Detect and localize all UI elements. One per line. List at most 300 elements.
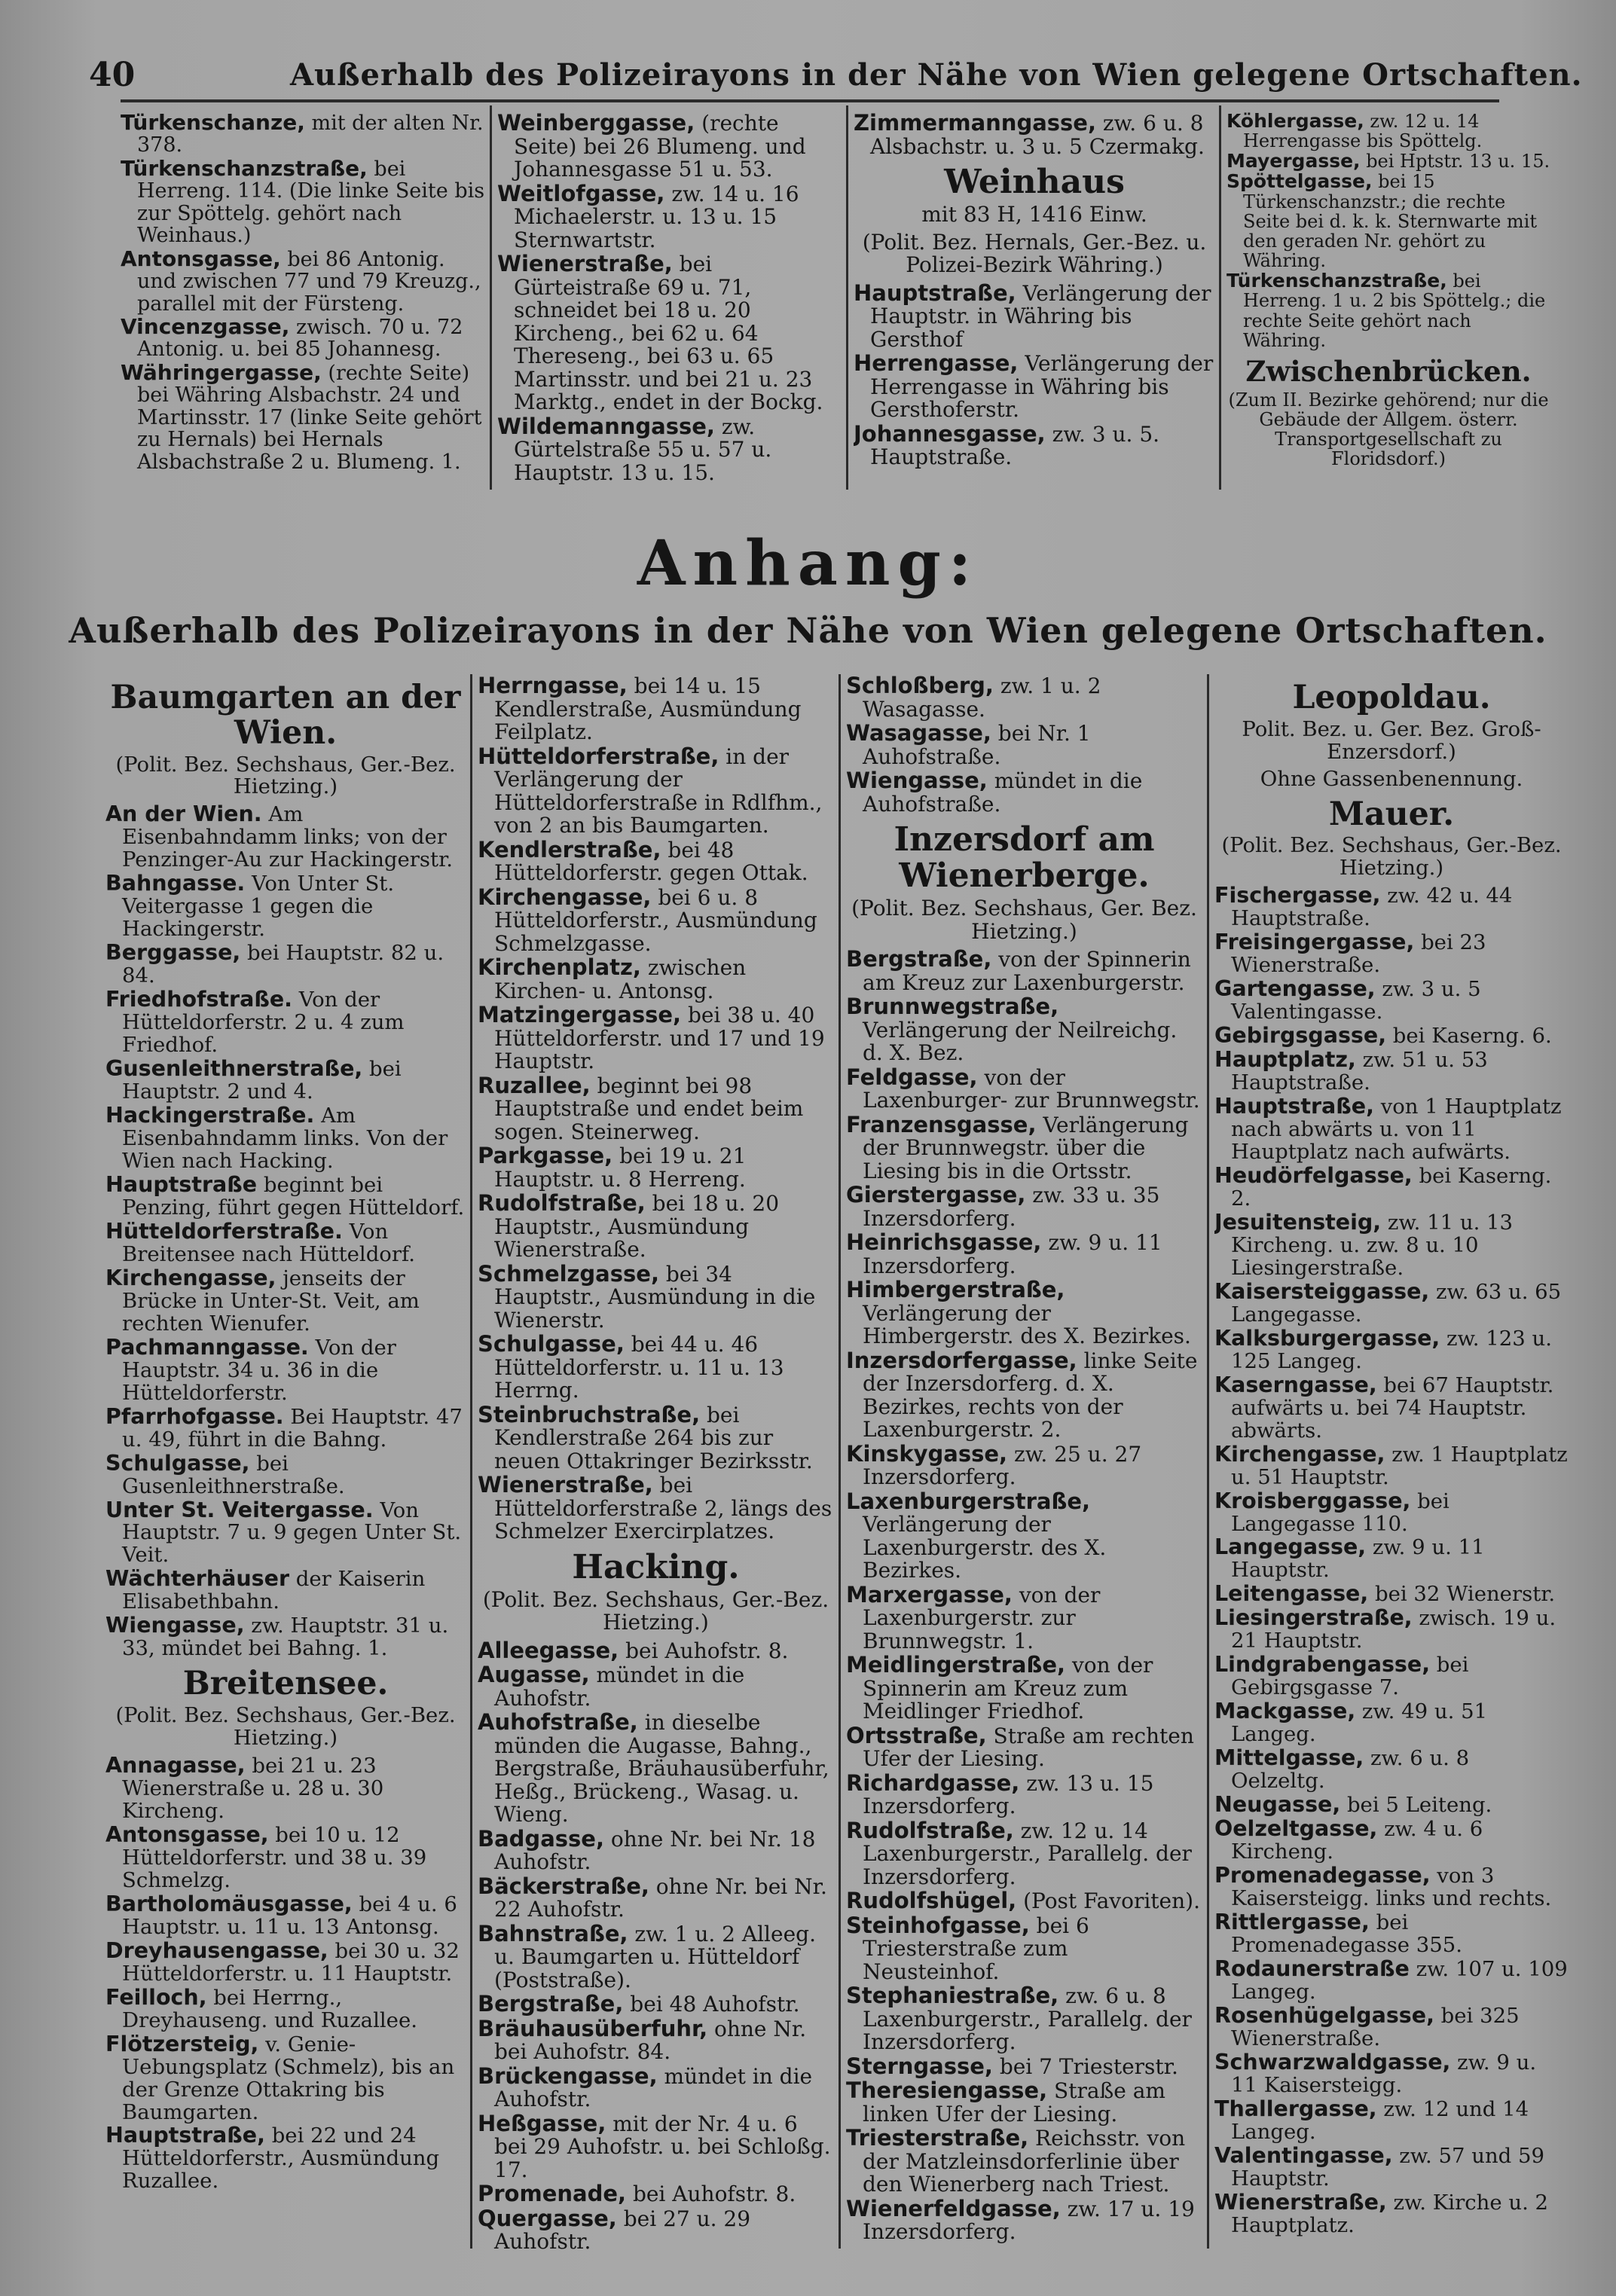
place-note: mit 83 H, 1416 Einw. [921,202,1147,227]
street-name: Unter St. Veitergasse. [105,1497,374,1522]
street-name: Heßgasse, [478,2110,606,2136]
street-name: Liesingerstraße, [1214,1605,1413,1631]
street-name: Heudörfelgasse, [1214,1162,1413,1188]
street-description: zw. 63 u. 65 Langegasse. [1231,1279,1562,1327]
street-entry [854,352,1215,422]
street-name: Währingergasse, [121,359,322,385]
street-description: mündet in die Auhofstraße. [863,768,1143,817]
street-description: bei Herreng. 1 u. 2 bis Spöttelg.; die rechte Seite gehört nach Währing. [1243,270,1546,351]
street-name: Matzingergasse, [478,1002,682,1027]
street-name: Kirchengasse, [1214,1441,1385,1467]
street-entry [478,1922,834,1992]
street-name: Bahnstraße, [478,1920,628,1946]
street-name: Gebirgsgasse, [1214,1023,1387,1049]
street-description: zw. 51 u. 53 Hauptstraße. [1231,1048,1488,1095]
street-description: zw. 33 u. 35 Inzersdorferg. [863,1183,1160,1231]
street-entry [1214,1864,1569,1910]
street-name: Wiengasse, [105,1613,245,1638]
street-entry [105,942,466,988]
street-description: bei 14 u. 15 Kendlerstraße, Ausmündung Feilplatz. [494,674,802,744]
street-name: Kirchengasse, [105,1265,276,1290]
street-description: von 3 Kaisersteigg. links und rechts. [1231,1864,1552,1910]
street-name: Hauptstraße, [854,279,1016,306]
street-entry [121,248,486,315]
street-entry [478,1827,834,1874]
street-entry [1214,1162,1569,1211]
street-entry [1214,1536,1569,1582]
street-entry [1214,1095,1569,1164]
street-name: Bräuhausüberfuhr, [478,2015,708,2041]
street-name: Pfarrhofgasse. [105,1403,284,1429]
street-entry [1214,1211,1569,1280]
street-entry [105,1104,466,1173]
street-description: Verlängerung der Hauptstr. in Währing bis Gersthof [870,280,1211,352]
street-entry [1214,1747,1569,1793]
street-entry [1214,1911,1569,1957]
street-name: Zimmermanngasse, [854,111,1096,136]
street-name: Bergstraße, [846,946,992,972]
street-description: zw. 4 u. 6 Kircheng. [1231,1817,1483,1864]
street-entry [846,1231,1202,1278]
street-description: bei 48 Auhofstr. [630,1992,800,2017]
street-description: bei Kendlerstraße 264 bis zur neuen Ottakringer Bezirksstr. [494,1402,813,1473]
street-name: Vincenzgasse, [121,313,290,339]
street-description: jenseits der Brücke in Unter-St. Veit, am rechten Wienufer. [122,1266,420,1336]
street-description: Am Eisenbahndamm links; von der Penzinger-Au zur Hackingerstr. [122,802,453,872]
street-description: zw. 11 u. 13 Kircheng. u. zw. 8 u. 10 Liesingerstraße. [1231,1210,1514,1280]
street-entry [497,182,842,252]
street-name: Parkgasse, [478,1143,613,1168]
street-description: zwisch. 70 u. 72 Antonig. u. bei 85 Johannesg. [137,315,463,362]
street-entry [105,2033,466,2124]
street-entry [1214,931,1569,977]
street-name: Inzersdorfergasse, [846,1347,1077,1373]
street-name: Franzensgasse, [846,1111,1037,1137]
street-name: Badgasse, [478,1825,604,1852]
street-name: Mackgasse, [1214,1699,1356,1724]
street-entry [105,803,466,872]
street-description: (rechte Seite) bei 26 Blumeng. und Johannesgasse 51 u. 53. [514,111,806,182]
street-description: ohne Nr. bei Auhofstr. 84. [494,2016,807,2064]
street-description: zw. 107 u. 109 Langeg. [1231,1956,1568,2004]
street-description: Von der Hauptstr. 34 u. 36 in die Hütteldorferstr. [122,1335,396,1405]
street-name: Köhlergasse, [1227,111,1364,132]
street-name: Kalksburgergasse, [1214,1325,1440,1351]
street-name: Hütteldorferstraße. [105,1218,343,1244]
street-name: Johannesgasse, [854,420,1046,447]
street-name: Weinberggasse, [497,111,695,136]
running-title: Außerhalb des Polizeirayons in der Nähe von Wien gelegene Ortschaften. [290,57,1583,93]
place-note: (Polit. Bez. Hernals, Ger.-Bez. u. Polizei-Bezirk Währing.) [862,229,1207,277]
street-description: zw. Gürtelstraße 55 u. 57 u. Hauptstr. 13 u. 15. [514,414,772,485]
street-description: von 1 Hauptplatz nach abwärts u. von 11 Hauptplatz nach aufwärts. [1231,1095,1562,1164]
street-description: zw. 6 u. 8 Laxenburgerstr., Parallelg. der Inzersdorferg. [863,1983,1192,2054]
street-name: Schwarzwaldgasse, [1214,2049,1451,2075]
street-entry [1214,1700,1569,1746]
street-entry [1214,884,1569,930]
street-description: bei 7 Triesterstr. [999,2053,1178,2079]
street-name: Feldgasse, [846,1064,978,1090]
street-name: Dreyhausengasse, [105,1937,328,1963]
street-entry [478,1333,834,1403]
street-description: zw. 12 u. 14 Laxenburgerstr., Parallelg. der Inzersdorferg. [863,1818,1192,1889]
street-entry [105,1058,466,1104]
street-name: Valentingasse, [1214,2142,1393,2168]
street-description: Straße am linken Ufer der Liesing. [863,2078,1165,2127]
street-description: mit der Nr. 4 u. 6 bei 29 Auhofstr. u. bei Schloßg. 17. [494,2111,831,2182]
street-entry [497,415,842,485]
street-entry [478,838,834,885]
street-description: bei 21 u. 23 Wienerstraße u. 28 u. 30 Kircheng. [122,1753,384,1823]
street-name: Hauptstraße [105,1171,258,1197]
street-name: Lindgrabengasse, [1214,1652,1431,1678]
column-divider [490,105,492,490]
street-name: Rosenhügelgasse, [1214,2002,1434,2028]
street-name: Türkenschanzstraße, [121,155,368,181]
street-entry [854,111,1215,158]
street-name: Rodaunerstraße [1214,1956,1410,1981]
street-description: in dieselbe münden die Augasse, Bahng., Bergstraße, Bräuhausüberfuhr, Heßg., Brückeng., Wasag. u. Wieng. [494,1710,829,1827]
street-entry [1227,151,1550,171]
top-column-3 [854,111,1215,496]
street-entry [1214,1583,1569,1606]
street-description: Von Breitensee nach Hütteldorf. [122,1219,415,1266]
street-entry [1214,1443,1569,1489]
street-entry [497,111,842,182]
street-description: mit der alten Nr. 378. [137,111,484,157]
street-name: An der Wien. [105,801,262,827]
street-entry [105,1499,466,1568]
street-description: Reichsstr. von der Matzleinsdorferlinie über den Wienerberg nach Triest. [863,2126,1186,2197]
street-name: Richardgasse, [846,1769,1020,1796]
street-description: bei 4 u. 6 Hauptstr. u. 11 u. 13 Antonsg. [122,1891,457,1939]
street-entry [1214,2142,1569,2191]
top-column-2 [497,111,842,496]
street-description: zw. 57 und 59 Hauptstr. [1231,2143,1545,2191]
column-divider [1219,105,1221,490]
street-entry [846,2079,1202,2126]
street-description: zw. 9 u. 11 Hauptstr. [1231,1535,1485,1583]
column-divider [839,674,841,2249]
street-entry [846,2055,1202,2079]
street-entry [478,1074,834,1144]
street-entry [1214,2051,1569,2097]
street-description: zw. 17 u. 19 Inzersdorferg. [863,2196,1195,2244]
street-description: bei Auhofstr. 8. [632,2182,796,2206]
place-note: (Polit. Bez. Sechshaus, Ger.-Bez. Hietzing.) [1221,833,1562,881]
street-name: Gierstergasse, [846,1182,1026,1208]
street-name: Bäckerstraße, [478,1873,649,1899]
street-description: zw. 14 u. 16 Michaelerstr. u. 13 u. 15 Sternwartstr. [514,181,799,252]
street-entry [105,1937,466,1986]
street-entry [478,1992,834,2017]
street-name: Jesuitensteig, [1214,1209,1382,1235]
street-name: Ruzallee, [478,1072,591,1098]
place-heading: Weinhaus [944,163,1125,201]
street-description: mündet in die Auhofstr. [494,1662,745,1711]
street-entry [846,1183,1202,1230]
street-description: bei 32 Wienerstr. [1374,1582,1556,1607]
street-entry [1214,1049,1569,1095]
street-description: beginnt bei Penzing, führt gegen Hütteldorf. [122,1172,465,1220]
street-entry [478,1262,834,1333]
place-heading: Leopoldau. [1292,679,1491,716]
street-description: bei 19 u. 21 Hauptstr. u. 8 Herreng. [494,1143,747,1192]
street-name: Rudolfshügel, [846,1888,1017,1913]
street-name: Antonsgasse, [105,1821,269,1847]
street-description: bei 6 Triesterstraße zum Neusteinhof. [863,1913,1089,1984]
street-name: Herrengasse, [854,350,1019,376]
street-name: Laxenburgerstraße, [846,1488,1091,1514]
street-description: bei Herreng. 114. (Die linke Seite bis zur Spöttelg. gehört nach Weinhaus.) [137,157,485,248]
place-note: Polit. Bez. u. Ger. Bez. Groß-Enzersdorf.) [1242,716,1541,764]
street-entry [846,2127,1202,2197]
street-description: zw. 49 u. 51 Langeg. [1231,1699,1488,1747]
street-description: zw. 9 u. 11 Kaisersteigg. [1231,2050,1537,2097]
street-entry [1214,1653,1569,1699]
street-entry [105,1267,466,1336]
street-description: Verlängerung der Laxenburgerstr. des X. Bezirkes. [863,1512,1107,1583]
street-description: zw. 1 u. 2 Wasagasse. [863,674,1101,722]
street-entry [846,1724,1202,1771]
street-description: ohne Nr. bei Nr. 18 Auhofstr. [494,1826,816,1874]
street-name: Kaserngasse, [1214,1372,1377,1397]
street-entry [121,313,486,362]
street-entry [1214,1327,1569,1373]
street-entry [105,988,466,1057]
street-description: von der Spinnerin am Kreuz zum Meidlinger Friedhof. [863,1653,1153,1724]
column-divider [1207,674,1209,2249]
street-name: Wildemanngasse, [497,413,715,439]
street-description: Straße am rechten Ufer der Liesing. [863,1723,1194,1771]
street-entry [1214,2191,1569,2237]
street-description: zw. Kirche u. 2 Hauptplatz. [1231,2190,1549,2237]
street-entry [846,1113,1202,1183]
street-description: (Post Favoriten). [1023,1888,1200,1913]
street-entry [846,1490,1202,1583]
street-name: Berggasse, [105,940,241,966]
street-description: zw. 123 u. 125 Langeg. [1231,1326,1552,1373]
street-name: Brunnwegstraße, [846,994,1059,1019]
place-note: (Polit. Bez. Sechshaus, Ger.-Bez. Hietzing.) [115,752,456,799]
street-entry [478,2182,834,2206]
street-name: Wienerfeldgasse, [846,2195,1061,2221]
street-name: Schmelzgasse, [478,1260,659,1287]
street-name: Augasse, [478,1662,590,1687]
top-column-4 [1227,111,1550,496]
street-entry [105,1821,466,1892]
street-description: bei Herrng., Dreyhauseng. und Ruzallee. [122,1985,417,2032]
column-divider [846,105,848,490]
street-entry [105,1403,466,1452]
street-name: Bergstraße, [478,1991,624,2017]
street-name: Fischergasse, [1214,883,1381,908]
street-name: Theresiengasse, [846,2078,1048,2103]
street-name: Kirchengasse, [478,884,652,910]
street-entry [105,1336,466,1405]
street-description: bei 325 Wienerstraße. [1231,2003,1520,2050]
street-entry [1214,1278,1569,1327]
street-name: Himbergerstraße, [846,1277,1065,1302]
place-note: (Polit. Bez. Sechshaus, Ger.-Bez. Hietzing.) [482,1586,829,1635]
street-entry [478,1639,834,1663]
place-note: (Zum II. Bezirke gehörend; nur die Gebäude der Allgem. österr. Transportgesellschaft zu Floridsdorf.) [1228,389,1549,470]
street-entry [1214,1374,1569,1443]
street-entry [478,1875,834,1922]
street-description: von der Spinnerin am Kreuz zur Laxenburgerstr. [863,947,1191,995]
street-name: Schloßberg, [846,674,994,698]
street-description: mündet in die Auhofstr. [494,2063,813,2111]
street-description: bei 6 u. 8 Hütteldorferstr., Ausmündung Schmelzgasse. [494,884,817,956]
street-entry [846,722,1202,768]
street-entry [1214,978,1569,1024]
place-heading: Inzersdorf am Wienerberge. [894,820,1155,895]
street-entry [846,1819,1202,1889]
street-name: Langegasse, [1214,1534,1367,1560]
bottom-column-2 [478,674,834,2256]
street-entry [478,2017,834,2064]
street-name: Pachmanngasse. [105,1334,309,1360]
column-divider [470,674,472,2249]
street-entry [846,1349,1202,1442]
street-description: bei 27 u. 29 Auhofstr. [494,2206,751,2254]
street-name: Kirchenplatz, [478,954,641,980]
street-description: in der Verlängerung der Hütteldorferstraße in Rdlfhm., von 2 an bis Baumgarten. [494,743,823,838]
street-description: bei 38 u. 40 Hütteldorferstr. und 17 und 19 Hauptstr. [494,1003,825,1073]
street-name: Neugasse, [1214,1792,1341,1818]
street-entry [121,359,486,474]
street-description: Verlängerung der Herrengasse in Währing bis Gersthoferstr. [870,351,1214,422]
street-name: Rittlergasse, [1214,1909,1370,1934]
street-description: bei Promenadegasse 355. [1231,1910,1463,1957]
street-description: zwisch. 19 u. 21 Hauptstr. [1231,1606,1556,1653]
street-name: Mayergasse, [1227,150,1361,173]
street-entry [846,1984,1202,2054]
street-description: zw. 6 u. 8 Alsbachstr. u. 3 u. 5 Czermakg. [870,111,1205,159]
street-description: zw. Hauptstr. 31 u. 33, mündet bei Bahng. 1. [122,1614,449,1661]
place-heading: Zwischenbrücken. [1245,354,1532,388]
street-entry [846,1066,1202,1113]
street-description: bei 48 Hütteldorferstr. gegen Ottak. [494,837,808,885]
street-description: zw. 25 u. 27 Inzersdorferg. [863,1441,1142,1489]
street-description: bei 10 u. 12 Hütteldorferstr. und 38 u. 39 Schmelzg. [122,1822,427,1892]
street-entry [1214,1024,1569,1048]
street-entry [105,1568,466,1614]
street-name: Wienerstraße, [1214,2189,1387,2215]
street-name: Steinbruchstraße, [478,1401,701,1427]
street-description: zw. 6 u. 8 Oelzeltg. [1231,1746,1470,1794]
street-description: bei Kaserng. 2. [1231,1163,1552,1211]
street-description: Verlängerung der Brunnwegstr. über die Liesing bis in die Ortsstr. [863,1112,1189,1183]
street-entry [478,1192,834,1262]
street-description: zw. 1 u. 2 Alleeg. u. Baumgarten u. Hütteldorf (Poststraße). [494,1921,816,1992]
street-entry [105,1893,466,1939]
street-description: bei 44 u. 46 Hütteldorferstr. u. 11 u. 13 Herrng. [494,1332,784,1403]
street-entry [105,1986,466,2032]
street-entry [846,1889,1202,1913]
street-entry [854,279,1215,352]
street-description: Am Eisenbahndamm links. Von der Wien nach Hacking. [122,1104,448,1173]
street-description: bei Hptstr. 13 u. 15. [1366,151,1550,173]
place-heading: Hacking. [572,1547,740,1586]
street-entry [1214,1818,1569,1864]
street-name: Kinskygasse, [846,1440,1008,1467]
street-name: Hauptstraße, [105,2123,265,2148]
street-entry [478,1711,834,1827]
street-description: bei Gebirgsgasse 7. [1231,1653,1469,1700]
street-description: von der Laxenburger- zur Brunnwegstr. [863,1064,1200,1113]
street-entry [1214,2098,1569,2144]
street-name: Wienerstraße, [497,251,673,276]
street-description: zw. 12 u. 14 Herrengasse bis Spöttelg. [1243,111,1483,152]
street-entry [478,1144,834,1191]
street-description: bei 5 Leiteng. [1346,1793,1492,1818]
street-name: Annagasse, [105,1752,246,1778]
street-name: Oelzeltgasse, [1214,1816,1378,1842]
street-name: Hütteldorferstraße, [478,743,719,769]
street-name: Hauptplatz, [1214,1047,1356,1073]
street-entry [846,1583,1202,1653]
street-entry [478,674,834,744]
place-note: Ohne Gassenbenennung. [1260,766,1523,791]
street-name: Promenadegasse, [1214,1863,1431,1888]
street-entry [846,1278,1202,1348]
street-name: Thallergasse, [1214,2096,1377,2121]
street-description: bei Hauptstr. 2 und 4. [122,1057,402,1104]
street-entry [1214,1794,1569,1817]
street-description: bei 23 Wienerstraße. [1231,930,1486,978]
header-rule [121,99,1499,102]
street-entry [1214,1958,1569,2004]
street-entry [1227,271,1550,350]
street-description: Verlängerung der Himbergerstr. des X. Bezirkes. [863,1300,1191,1348]
place-heading: Mauer. [1328,795,1455,833]
street-description: bei 22 und 24 Hütteldorferstr., Ausmündung Ruzallee. [122,2123,440,2194]
street-description: zw. 9 u. 11 Inzersdorferg. [863,1230,1162,1278]
street-entry [105,872,466,941]
place-note: (Polit. Bez. Sechshaus, Ger. Bez. Hietzing.) [851,896,1197,944]
street-entry [1227,111,1550,151]
street-name: Gartengasse, [1214,976,1376,1002]
street-name: Kaisersteiggasse, [1214,1278,1430,1304]
street-name: Wienerstraße, [478,1472,653,1498]
street-name: Promenade, [478,2181,627,2206]
street-description: Bei Hauptstr. 47 u. 49, führt in die Bahng. [122,1404,463,1452]
street-description: Verlängerung der Neilreichg. d. X. Bez. [863,1017,1178,1065]
street-entry [846,674,1202,721]
street-name: Rudolfstraße, [478,1190,646,1216]
street-name: Türkenschanze, [121,111,305,135]
street-entry [105,1171,466,1220]
street-entry [478,1663,834,1710]
street-description: bei 30 u. 32 Hütteldorferstr. u. 11 Hauptstr. [122,1938,460,1986]
street-entry [846,1914,1202,1984]
street-name: Rudolfstraße, [846,1817,1014,1843]
street-description: zw. 1 Hauptplatz u. 51 Hauptstr. [1231,1442,1568,1489]
street-description: Von Hauptstr. 7 u. 9 gegen Unter St. Veit. [122,1498,462,1568]
street-description: von der Laxenburgerstr. zur Brunnwegstr. 1. [863,1582,1101,1653]
street-name: Hauptstraße, [1214,1094,1374,1119]
street-name: Kroisberggasse, [1214,1488,1411,1513]
street-description: zw. 42 u. 44 Hauptstraße. [1231,884,1513,931]
street-name: Weitlofgasse, [497,180,665,206]
street-entry [846,1440,1202,1489]
street-name: Mittelgasse, [1214,1745,1364,1771]
street-name: Bahngasse. [105,871,246,896]
street-entry [478,1473,834,1543]
street-entry [1227,172,1550,270]
street-entry [497,252,842,414]
